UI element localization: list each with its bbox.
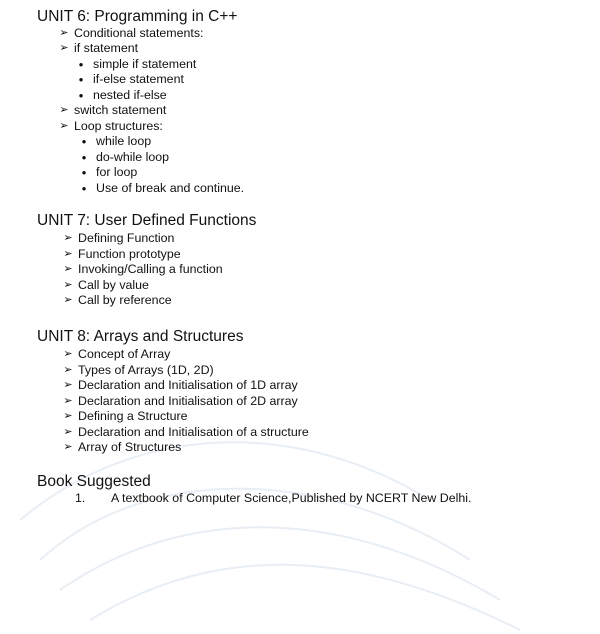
list-item: • Use of break and continue. xyxy=(79,181,244,196)
unit-8-heading: UNIT 8: Arrays and Structures xyxy=(37,328,244,345)
dot-bullet-icon: • xyxy=(78,57,84,72)
unit-7-heading: UNIT 7: User Defined Functions xyxy=(37,212,257,229)
list-item: ➢ Declaration and Initialisation of 1D array xyxy=(63,378,298,392)
arrow-bullet-icon: ➢ xyxy=(59,27,69,39)
list-item: • for loop xyxy=(79,165,137,180)
list-item: ➢ Call by reference xyxy=(63,293,172,307)
arrow-bullet-icon: ➢ xyxy=(59,104,69,116)
arrow-bullet-icon: ➢ xyxy=(63,279,73,291)
list-item: • do-while loop xyxy=(79,150,169,165)
list-item: ➢ Invoking/Calling a function xyxy=(63,262,223,276)
dot-bullet-icon: • xyxy=(81,181,87,196)
list-item: ➢ Types of Arrays (1D, 2D) xyxy=(63,363,214,377)
dot-bullet-icon: • xyxy=(78,72,84,87)
list-item: • while loop xyxy=(79,134,151,149)
list-item: • nested if-else xyxy=(76,88,167,103)
arrow-bullet-icon: ➢ xyxy=(63,248,73,260)
arrow-bullet-icon: ➢ xyxy=(59,42,69,54)
list-item: ➢ Function prototype xyxy=(63,247,181,261)
list-item: ➢ Array of Structures xyxy=(63,440,182,454)
arrow-bullet-icon: ➢ xyxy=(63,426,73,438)
list-number: 1. xyxy=(75,491,86,505)
list-item: ➢ Loop structures: xyxy=(59,119,163,133)
list-item: ➢ Conditional statements: xyxy=(59,26,204,40)
arrow-bullet-icon: ➢ xyxy=(63,294,73,306)
arrow-bullet-icon: ➢ xyxy=(59,120,69,132)
arrow-bullet-icon: ➢ xyxy=(63,364,73,376)
list-item: ➢ Call by value xyxy=(63,278,149,292)
arrow-bullet-icon: ➢ xyxy=(63,379,73,391)
books-heading: Book Suggested xyxy=(37,473,151,490)
dot-bullet-icon: • xyxy=(81,134,87,149)
list-item: ➢ Declaration and Initialisation of 2D array xyxy=(63,394,298,408)
list-item: ➢ Declaration and Initialisation of a structure xyxy=(63,425,309,439)
list-item: ➢ Defining Function xyxy=(63,231,175,245)
arrow-bullet-icon: ➢ xyxy=(63,232,73,244)
arrow-bullet-icon: ➢ xyxy=(63,263,73,275)
list-item: ➢ Defining a Structure xyxy=(63,409,188,423)
dot-bullet-icon: • xyxy=(78,88,84,103)
dot-bullet-icon: • xyxy=(81,165,87,180)
list-item: ➢ switch statement xyxy=(59,103,167,117)
list-item: ➢ if statement xyxy=(59,41,139,55)
list-item: 1. A textbook of Computer Science,Published by NCERT New Delhi. xyxy=(75,491,472,505)
unit-6-heading: UNIT 6: Programming in C++ xyxy=(37,8,238,25)
arrow-bullet-icon: ➢ xyxy=(63,410,73,422)
arrow-bullet-icon: ➢ xyxy=(63,395,73,407)
list-item: • simple if statement xyxy=(76,57,196,72)
list-item: • if-else statement xyxy=(76,72,184,87)
arrow-bullet-icon: ➢ xyxy=(63,348,73,360)
dot-bullet-icon: • xyxy=(81,150,87,165)
list-item: ➢ Concept of Array xyxy=(63,347,171,361)
arrow-bullet-icon: ➢ xyxy=(63,441,73,453)
